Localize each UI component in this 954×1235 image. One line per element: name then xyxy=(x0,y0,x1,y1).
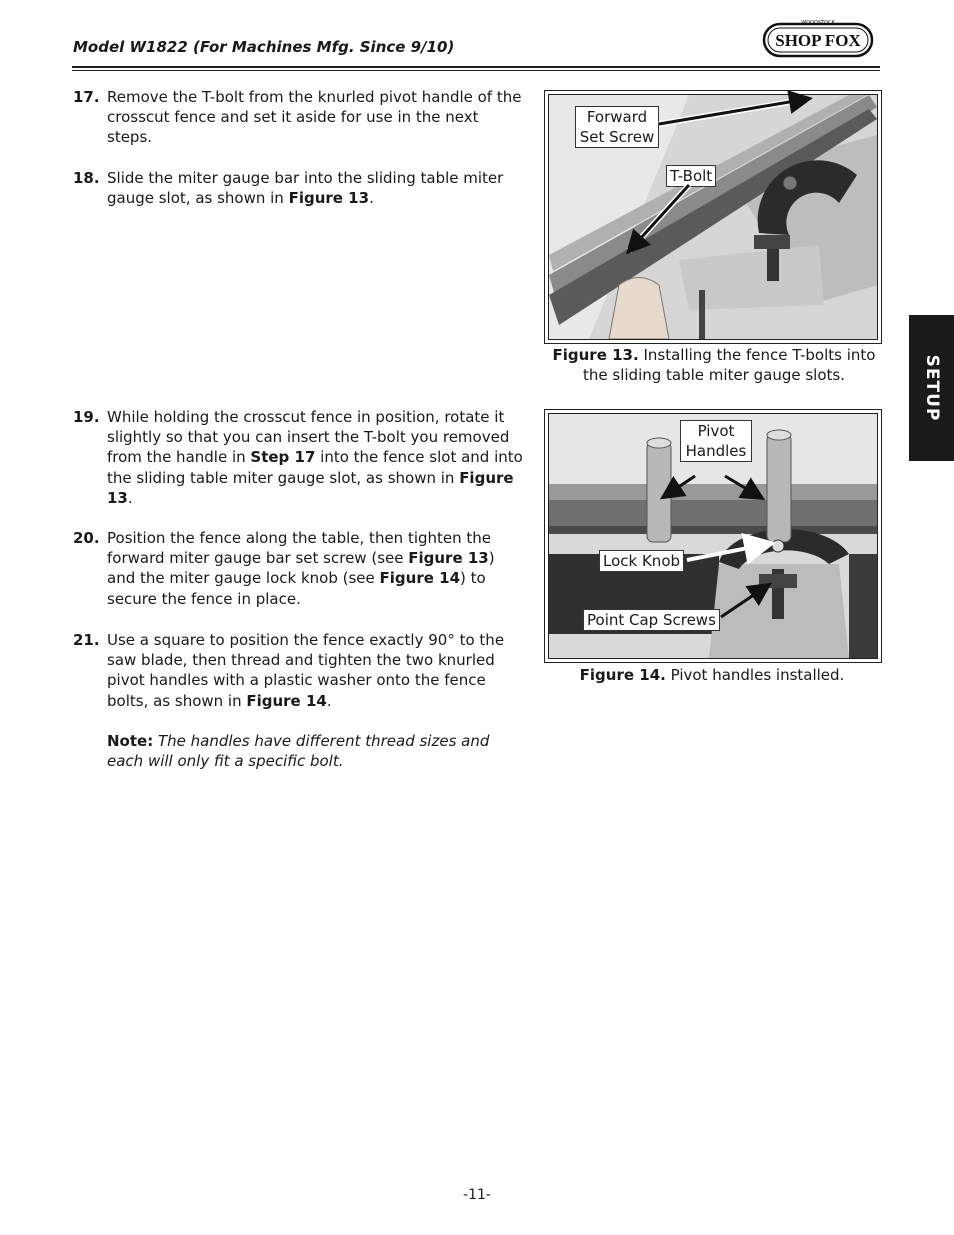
step-number: 19. xyxy=(73,408,100,426)
step-text: Position the fence along the table, then tighten the forward miter gauge bar set screw (see Figure 13) and the miter gauge lock knob (see Figure 14) to secure the fence in place. xyxy=(107,529,495,608)
page-number: -11- xyxy=(463,1187,491,1203)
callout-lock-knob: Lock Knob xyxy=(599,550,684,572)
figure-13-caption: Figure 13. Installing the fence T-bolts into the sliding table miter gauge slots. xyxy=(552,346,876,384)
svg-text:SHOP FOX: SHOP FOX xyxy=(775,31,861,50)
callout-t-bolt: T-Bolt xyxy=(666,165,716,187)
header-rule xyxy=(72,66,880,68)
header-rule-thin xyxy=(72,70,880,71)
step-text: Use a square to position the fence exactly 90° to the saw blade, then thread and tighten the two knurled pivot handles with a plastic washer onto the fence bolts, as shown in Figure 14. xyxy=(107,631,505,710)
step-number: 18. xyxy=(73,169,100,187)
callout-pivot-handles: Pivot Handles xyxy=(680,420,752,462)
step-number: 17. xyxy=(73,88,100,106)
section-tab-label: SETUP xyxy=(921,354,942,422)
section-tab xyxy=(909,315,954,461)
step-text: Remove the T-bolt from the knurled pivot handle of the crosscut fence and set it aside for use in the next steps. xyxy=(107,88,522,147)
step-number: 21. xyxy=(73,631,100,649)
shop-fox-logo xyxy=(762,18,874,62)
callout-forward-set-screw: Forward Set Screw xyxy=(575,106,659,148)
step-text: While holding the crosscut fence in position, rotate it slightly so that you can insert the T-bolt you removed from the handle in Step 17 into the fence slot and into the sliding table miter gauge slot, as shown in Figure 13. xyxy=(107,408,523,507)
step-18 xyxy=(73,168,523,208)
figure-13 xyxy=(544,90,882,344)
header-title: Model W1822 (For Machines Mfg. Since 9/10) xyxy=(73,38,455,56)
step-20 xyxy=(73,528,523,609)
step-number: 20. xyxy=(73,529,100,547)
note-label: Note: xyxy=(107,732,154,750)
figure-14 xyxy=(544,409,882,663)
step-text: Slide the miter gauge bar into the sliding table miter gauge slot, as shown in Figure 13. xyxy=(107,169,504,208)
note-text: The handles have different thread sizes and each will only fit a specific bolt. xyxy=(107,732,490,771)
step-17 xyxy=(73,87,523,148)
callout-point-cap-screws: Point Cap Screws xyxy=(583,609,720,631)
figure-14-caption: Figure 14. Pivot handles installed. xyxy=(579,666,845,684)
svg-text:WOODSTOCK: WOODSTOCK xyxy=(801,20,835,26)
step-21 xyxy=(73,630,523,711)
note xyxy=(107,731,527,771)
step-19 xyxy=(73,407,523,508)
